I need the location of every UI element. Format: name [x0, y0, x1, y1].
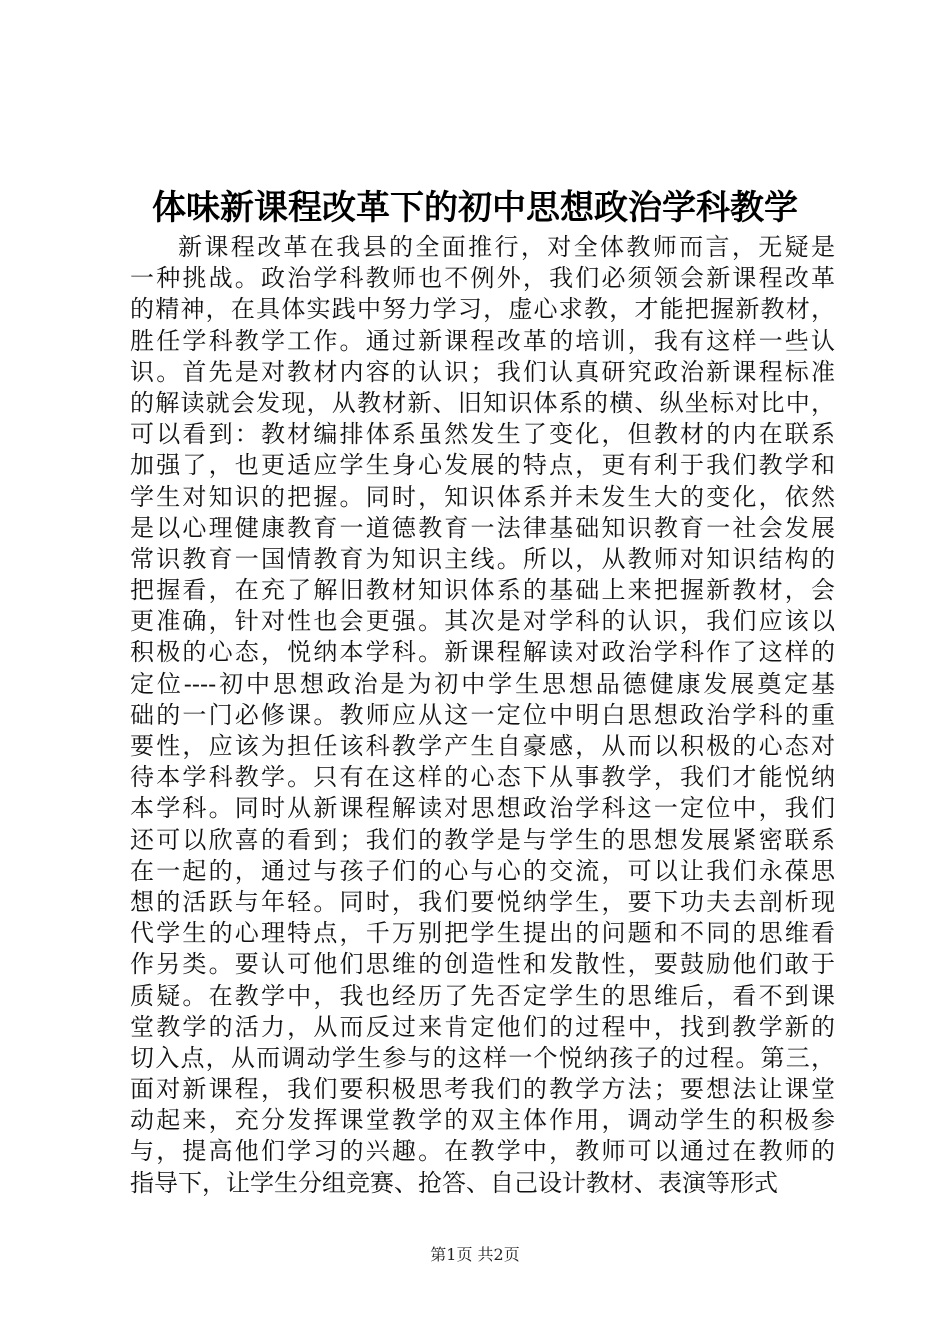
- paragraph-line: 还可以欣喜的看到；我们的教学是与学生的思想发展紧密联系: [130, 825, 835, 854]
- paragraph-line: 新课程改革在我县的全面推行，对全体教师而言，无疑是: [178, 233, 835, 261]
- paragraph-line: 在一起的，通过与孩子们的心与心的交流，可以让我们永葆思: [130, 856, 835, 885]
- paragraph-line: 是以心理健康教育一道德教育一法律基础知识教育一社会发展: [130, 513, 835, 542]
- paragraph-line: 与，提高他们学习的兴趣。在教学中，教师可以通过在教师的: [130, 1137, 835, 1166]
- paragraph-line: 更准确，针对性也会更强。其次是对学科的认识，我们应该以: [130, 607, 835, 636]
- paragraph-line: 常识教育一国情教育为知识主线。所以，从教师对知识结构的: [130, 544, 835, 573]
- paragraph-line: 的解读就会发现，从教材新、旧知识体系的横、纵坐标对比中，: [130, 388, 835, 417]
- paragraph-line: 作另类。要认可他们思维的创造性和发散性，要鼓励他们敢于: [130, 950, 835, 979]
- paragraph-line: 定位----初中思想政治是为初中学生思想品德健康发展奠定基: [130, 669, 835, 698]
- paragraph-line: 可以看到：教材编排体系虽然发生了变化，但教材的内在联系: [130, 420, 835, 449]
- paragraph-line: 本学科。同时从新课程解读对思想政治学科这一定位中，我们: [130, 794, 835, 823]
- paragraph-line: 胜任学科教学工作。通过新课程改革的培训，我有这样一些认: [130, 326, 835, 355]
- paragraph-line: 学生对知识的把握。同时，知识体系并未发生大的变化，依然: [130, 482, 835, 511]
- paragraph-line: 堂教学的活力，从而反过来肯定他们的过程中，找到教学新的: [130, 1012, 835, 1041]
- paragraph-line: 一种挑战。政治学科教师也不例外，我们必须领会新课程改革: [130, 264, 835, 293]
- paragraph-line: 的精神，在具体实践中努力学习，虚心求教，才能把握新教材，: [130, 295, 835, 324]
- paragraph-line: 加强了，也更适应学生身心发展的特点，更有利于我们教学和: [130, 451, 835, 480]
- paragraph-line: 要性，应该为担任该科教学产生自豪感，从而以积极的心态对: [130, 732, 835, 760]
- paragraph-line: 识。首先是对教材内容的认识；我们认真研究政治新课程标准: [130, 357, 835, 386]
- body-paragraph: [130, 232, 835, 1199]
- paragraph-line: 代学生的心理特点，千万别把学生提出的问题和不同的思维看: [130, 919, 835, 948]
- paragraph-line: 想的活跃与年轻。同时，我们要悦纳学生，要下功夫去剖析现: [130, 887, 835, 916]
- page-number: 第1页 共2页: [430, 1245, 520, 1264]
- paragraph-line: 把握看，在充了解旧教材知识体系的基础上来把握新教材，会: [130, 576, 835, 605]
- paragraph-line: 指导下，让学生分组竞赛、抢答、自己设计教材、表演等形式: [130, 1168, 778, 1197]
- paragraph-line: 积极的心态，悦纳本学科。新课程解读对政治学科作了这样的: [130, 638, 835, 667]
- paragraph-line: 面对新课程，我们要积极思考我们的教学方法；要想法让课堂: [130, 1075, 835, 1104]
- paragraph-line: 动起来，充分发挥课堂教学的双主体作用，调动学生的积极参: [130, 1106, 835, 1135]
- paragraph-line: 待本学科教学。只有在这样的心态下从事教学，我们才能悦纳: [130, 763, 835, 792]
- paragraph-line: 切入点，从而调动学生参与的这样一个悦纳孩子的过程。第三，: [130, 1043, 835, 1072]
- paragraph-line: 质疑。在教学中，我也经历了先否定学生的思维后，看不到课: [130, 981, 835, 1010]
- document-title: 体味新课程改革下的初中思想政治学科教学: [152, 188, 798, 228]
- paragraph-line: 础的一门必修课。教师应从这一定位中明白思想政治学科的重: [130, 700, 835, 729]
